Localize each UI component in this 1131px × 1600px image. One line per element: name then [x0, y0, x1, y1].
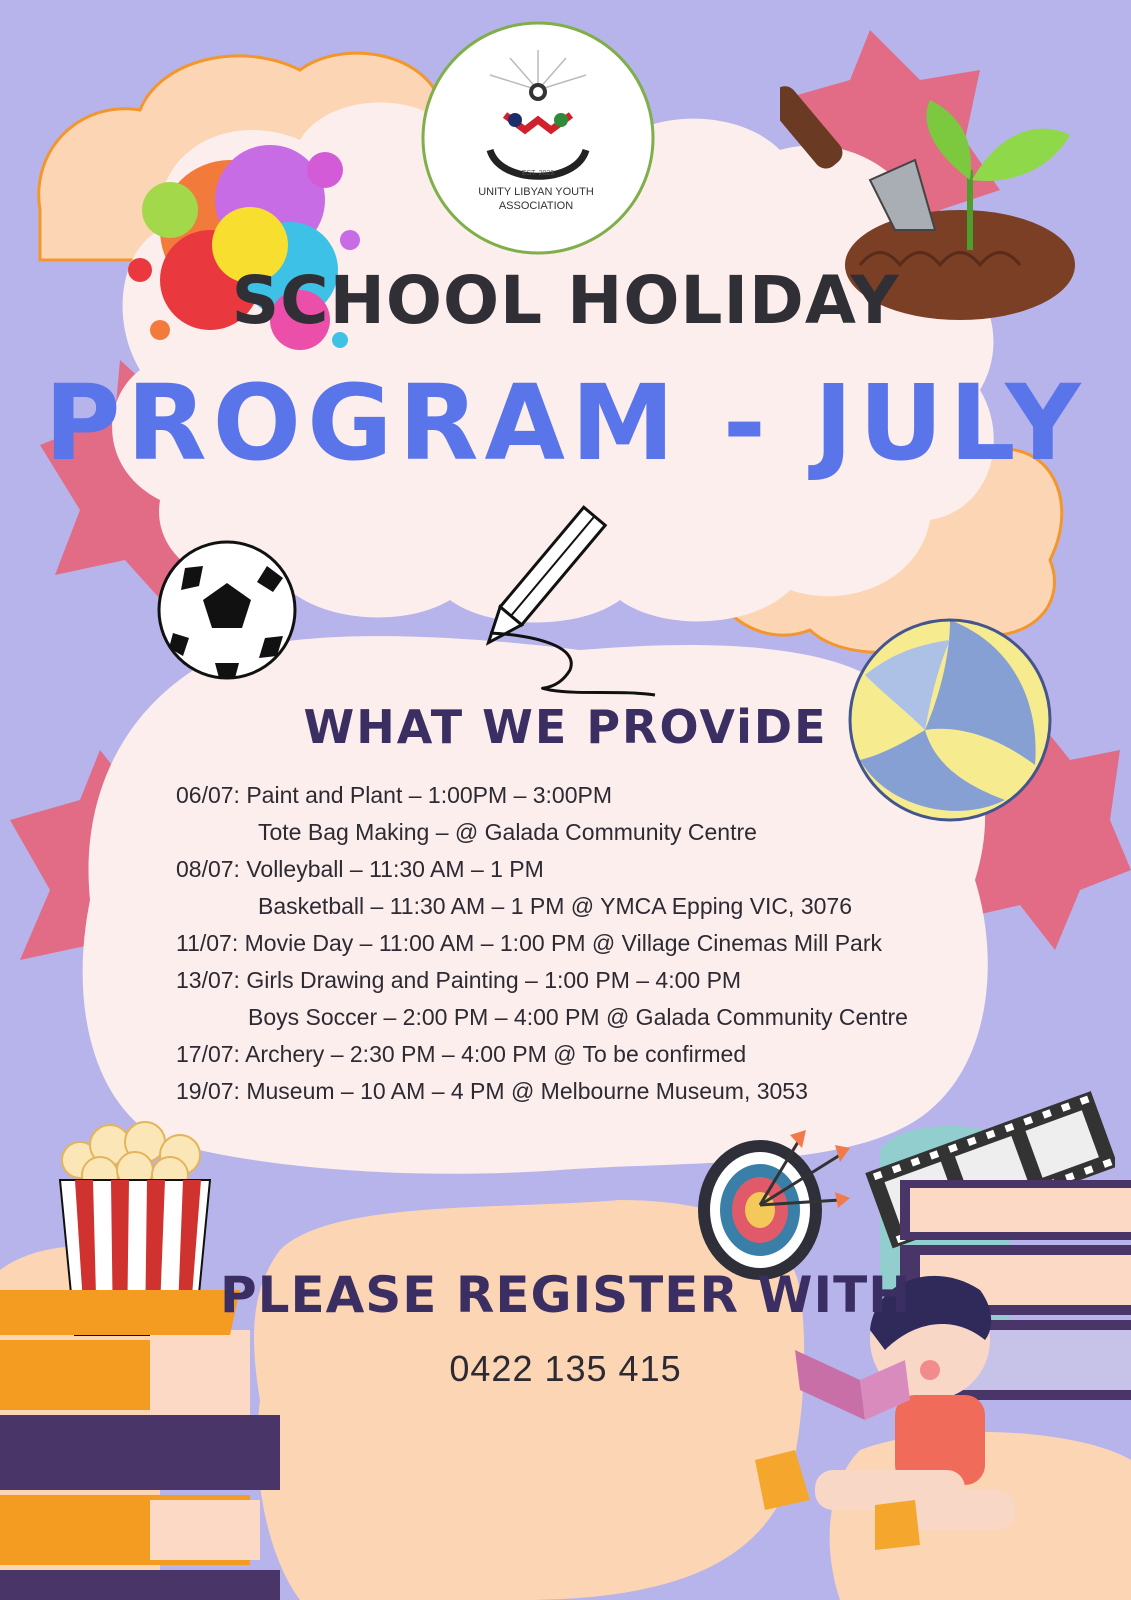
section-heading: WHAT WE PROViDE — [303, 700, 828, 754]
logo-org-line1: UNITY LIBYAN YOUTH — [478, 186, 594, 198]
schedule-list — [176, 777, 1016, 1110]
soccer-ball-icon — [155, 538, 300, 683]
pencil-icon — [470, 505, 670, 705]
register-label: PLEASE REGISTER WITH — [219, 1266, 912, 1324]
schedule-item: 06/07: Paint and Plant – 1:00PM – 3:00PM — [176, 782, 613, 808]
schedule-item: Boys Soccer – 2:00 PM – 4:00 PM @ Galada Community Centre — [248, 1004, 908, 1030]
title-line1: SCHOOL HOLIDAY — [231, 262, 900, 339]
schedule-item: 17/07: Archery – 2:30 PM – 4:00 PM @ To be confirmed — [176, 1041, 747, 1067]
books-icon — [0, 1290, 290, 1600]
logo-est: EST. 2023 — [521, 170, 555, 177]
schedule-item: Basketball – 11:30 AM – 1 PM @ YMCA Epping VIC, 3076 — [258, 893, 852, 919]
schedule-item: Tote Bag Making – @ Galada Community Centre — [258, 819, 757, 845]
schedule-item: 19/07: Museum – 10 AM – 4 PM @ Melbourne Museum, 3053 — [176, 1078, 808, 1104]
register-phone: 0422 135 415 — [449, 1348, 682, 1389]
archery-target-icon — [690, 1120, 860, 1280]
title-line2: PROGRAM - JULY — [44, 362, 1087, 484]
logo-org-line2: ASSOCIATION — [498, 200, 574, 212]
association-logo — [420, 20, 656, 256]
schedule-item: 11/07: Movie Day – 11:00 AM – 1:00 PM @ Village Cinemas Mill Park — [176, 930, 883, 956]
schedule-item: 08/07: Volleyball – 11:30 AM – 1 PM — [176, 856, 544, 882]
schedule-item: 13/07: Girls Drawing and Painting – 1:00 PM – 4:00 PM — [176, 967, 742, 993]
